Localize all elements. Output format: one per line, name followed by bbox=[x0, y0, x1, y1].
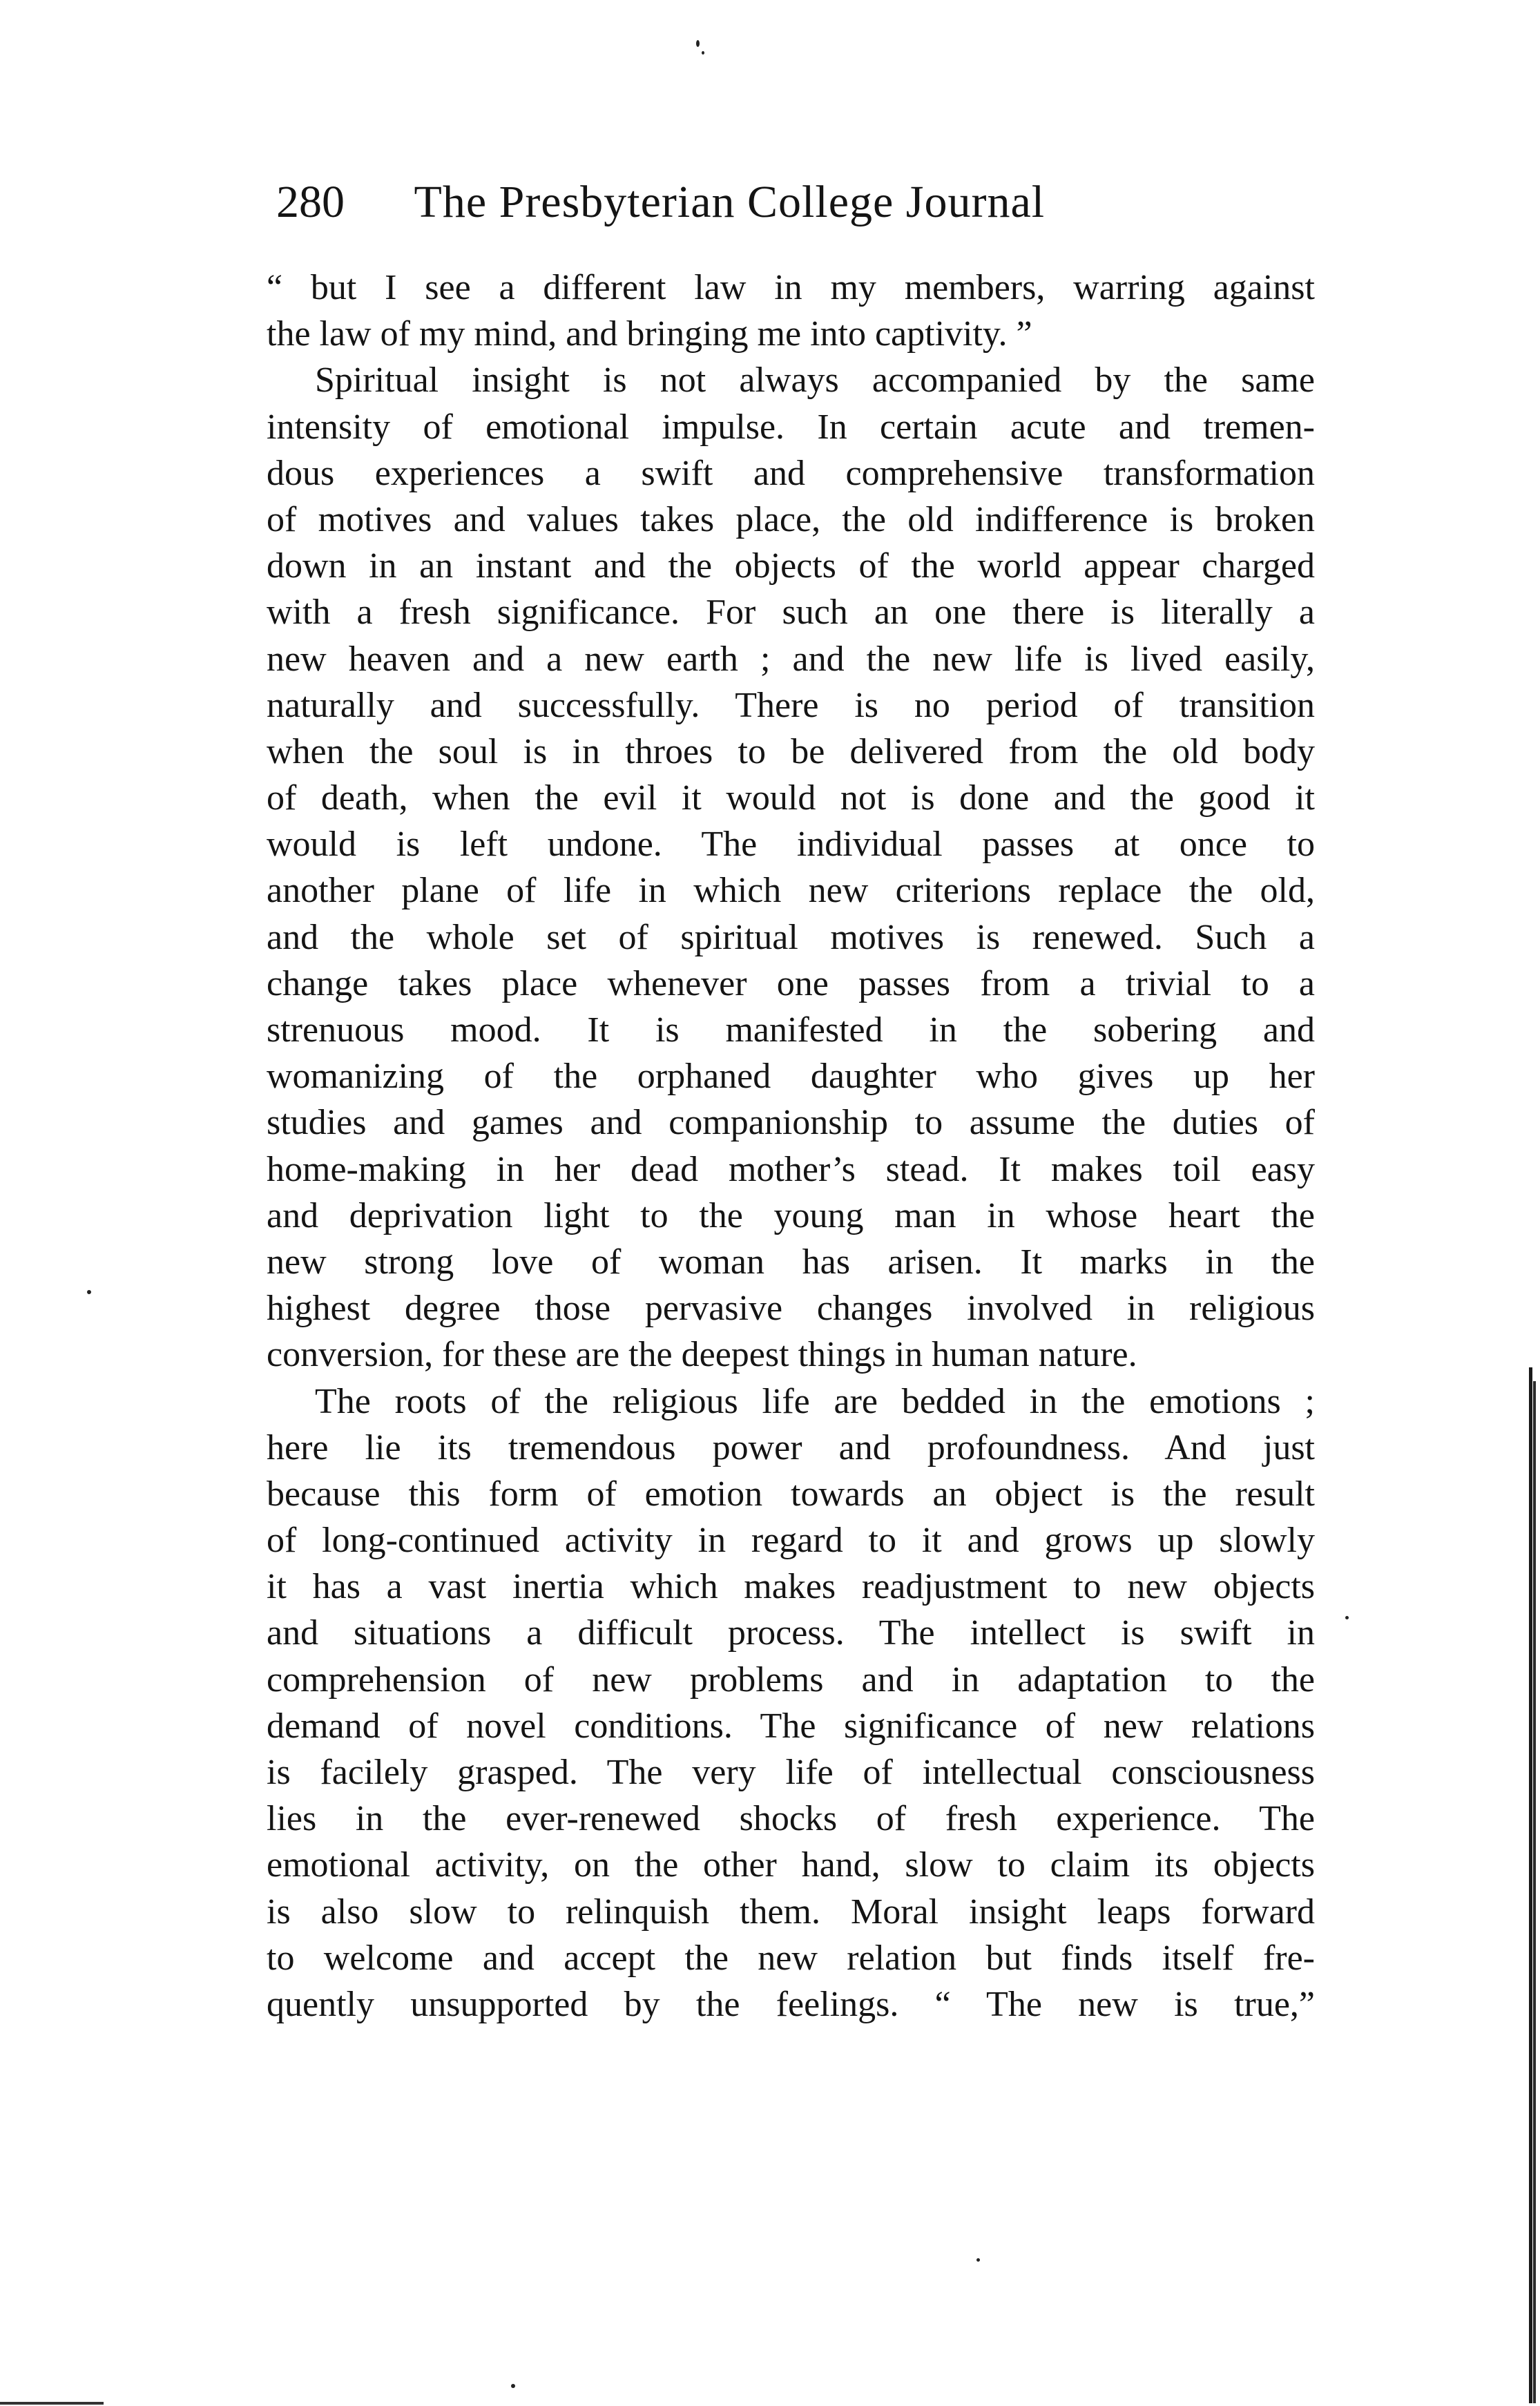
text-line: demand of novel conditions. The significance of new relations bbox=[267, 1706, 1315, 1746]
page-header bbox=[276, 171, 1139, 233]
text-line: it has a vast inertia which makes readjustment to new objects bbox=[267, 1567, 1315, 1607]
text-line: the law of my mind, and bringing me into captivity. ” bbox=[267, 314, 1032, 354]
text-line: and situations a difficult process. The intellect is swift in bbox=[267, 1613, 1315, 1653]
text-line: and the whole set of spiritual motives is renewed. Such a bbox=[267, 917, 1315, 957]
text-line: is also slow to relinquish them. Moral insight leaps forward bbox=[267, 1892, 1315, 1932]
text-line: lies in the ever-renewed shocks of fresh experience. The bbox=[267, 1799, 1315, 1839]
text-line: “ but I see a different law in my members, warring against bbox=[267, 268, 1315, 307]
text-line: intensity of emotional impulse. In certain acute and tremen- bbox=[267, 407, 1315, 447]
text-line: home-making in her dead mother’s stead. It makes toil easy bbox=[267, 1149, 1315, 1189]
text-line: new strong love of woman has arisen. It marks in the bbox=[267, 1242, 1315, 1282]
text-line: because this form of emotion towards an object is the result bbox=[267, 1474, 1315, 1514]
text-line: dous experiences a swift and comprehensive transformation bbox=[267, 453, 1315, 493]
body-text bbox=[267, 264, 1315, 2028]
paragraph-first-line: Spiritual insight is not always accompanied by the same bbox=[315, 360, 1315, 401]
text-line: and deprivation light to the young man in whose heart the bbox=[267, 1195, 1315, 1235]
text-line: with a fresh significance. For such an one there is literally a bbox=[267, 593, 1315, 633]
scan-speck bbox=[976, 2258, 980, 2262]
text-line: would is left undone. The individual passes at once to bbox=[267, 825, 1315, 865]
running-title: The Presbyterian College Journal bbox=[414, 177, 1046, 227]
scan-edge-shadow bbox=[1533, 1381, 1536, 2403]
text-line: of death, when the evil it would not is done and the good it bbox=[267, 778, 1315, 818]
text-line: when the soul is in throes to be delivered from the old body bbox=[267, 731, 1315, 771]
scan-speck bbox=[87, 1290, 91, 1294]
scan-speck bbox=[1345, 1616, 1349, 1619]
scan-edge-shadow bbox=[1529, 1367, 1532, 2403]
text-line: here lie its tremendous power and profoundness. And just bbox=[267, 1427, 1315, 1467]
text-line: comprehension of new problems and in adaptation to the bbox=[267, 1659, 1315, 1700]
text-line: studies and games and companionship to assume the duties of bbox=[267, 1103, 1315, 1143]
text-line: to welcome and accept the new relation but finds itself fre- bbox=[267, 1938, 1315, 1978]
text-line: womanizing of the orphaned daughter who gives up her bbox=[267, 1057, 1315, 1097]
page-number: 280 bbox=[276, 177, 345, 227]
text-line: of long-continued activity in regard to it and grows up slowly bbox=[267, 1521, 1315, 1561]
scan-speck bbox=[696, 40, 700, 47]
text-line: is facilely grasped. The very life of intellectual consciousness bbox=[267, 1753, 1315, 1792]
text-line: new heaven and a new earth ; and the new life is lived easily, bbox=[267, 639, 1315, 679]
text-line: quently unsupported by the feelings. “ The new is true,” bbox=[267, 1984, 1315, 2024]
text-line: of motives and values takes place, the old indifference is broken bbox=[267, 499, 1315, 539]
text-line: strenuous mood. It is manifested in the sobering and bbox=[267, 1010, 1315, 1050]
text-line: emotional activity, on the other hand, slow to claim its objects bbox=[267, 1845, 1315, 1885]
text-line: highest degree those pervasive changes involved in religious bbox=[267, 1289, 1315, 1329]
text-line: naturally and successfully. There is no period of transition bbox=[267, 685, 1315, 725]
scan-speck bbox=[511, 2384, 515, 2388]
text-line: another plane of life in which new criterions replace the old, bbox=[267, 871, 1315, 911]
scan-speck bbox=[702, 51, 704, 55]
paragraph-first-line: The roots of the religious life are bedded in the emotions ; bbox=[315, 1381, 1315, 1421]
scan-bottom-mark bbox=[0, 2402, 104, 2405]
text-line: conversion, for these are the deepest things in human nature. bbox=[267, 1335, 1137, 1375]
text-line: change takes place whenever one passes from a trivial to a bbox=[267, 963, 1315, 1003]
text-line: down in an instant and the objects of the world appear charged bbox=[267, 546, 1315, 586]
